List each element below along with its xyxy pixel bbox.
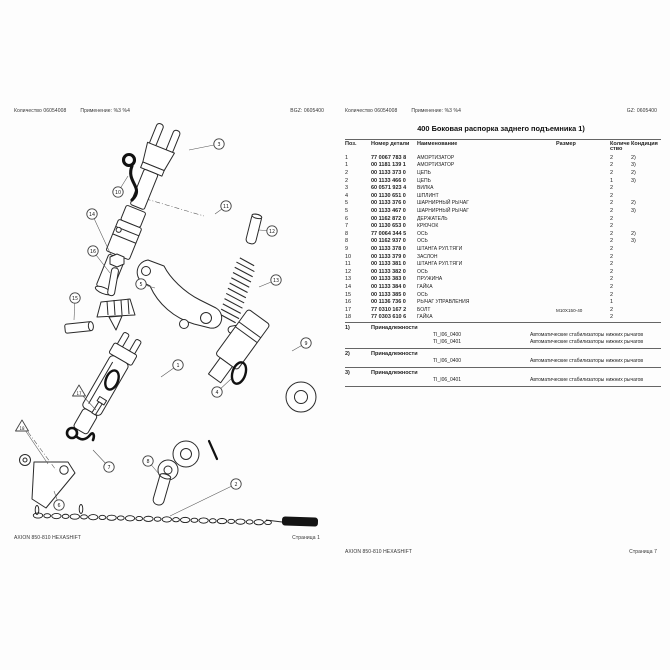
table-cell: M10X150-40 bbox=[556, 307, 583, 313]
callout-number: 1 bbox=[176, 363, 180, 369]
table-cell: 2 bbox=[610, 238, 614, 245]
table-cell: 2 bbox=[610, 268, 614, 275]
table-cell: 18 bbox=[345, 314, 352, 321]
note-group bbox=[345, 367, 661, 386]
table-cell: 2 bbox=[610, 207, 614, 214]
note-description: Автоматические стабилизаторы нижних рычагов bbox=[530, 376, 644, 383]
table-row bbox=[345, 193, 661, 201]
table-row bbox=[345, 269, 661, 277]
table-cell: 2 bbox=[610, 314, 614, 321]
table-cell: 2 bbox=[610, 162, 614, 169]
left-usage-label: Применение: %3 %4 bbox=[80, 108, 130, 114]
note-label: 3) bbox=[345, 369, 350, 376]
table-cell: 2 bbox=[610, 170, 614, 176]
table-cell: ШПЛИНТ bbox=[417, 192, 439, 199]
right-quantity-label: Количество 06054008 bbox=[345, 108, 398, 114]
chain-end-sleeve bbox=[282, 516, 318, 526]
table-cell: 00 1133 467 0 bbox=[371, 207, 406, 214]
table-cell: 9 bbox=[345, 245, 349, 252]
table-cell: 15 bbox=[345, 291, 352, 298]
note-group-header bbox=[345, 325, 661, 332]
table-cell: 3) bbox=[631, 238, 636, 245]
ring-nut bbox=[20, 455, 31, 466]
left-page-number: Страница 1 bbox=[292, 535, 320, 541]
table-cell: ШТАНГА РУЛ.ТЯГИ bbox=[417, 261, 463, 268]
table-cell: ЗАСЛОН bbox=[417, 253, 438, 260]
callout-number: 10 bbox=[114, 190, 122, 196]
table-cell: 2) bbox=[631, 170, 636, 176]
chain-link bbox=[181, 517, 190, 522]
chain-link bbox=[209, 519, 216, 523]
right-doc-ref: GZ: 0605400 bbox=[626, 108, 657, 114]
table-cell: 2) bbox=[631, 200, 636, 207]
table-cell: 2 bbox=[610, 200, 614, 207]
table-cell: 00 1130 653 0 bbox=[371, 223, 406, 230]
table-cell: 2 bbox=[610, 154, 614, 161]
table-row bbox=[345, 238, 661, 246]
col-qty: Количество bbox=[610, 140, 630, 152]
table-cell: ЦЕПЬ bbox=[417, 170, 431, 176]
table-cell: ОСЬ bbox=[417, 268, 428, 275]
chain-link bbox=[144, 516, 153, 521]
table-row bbox=[345, 208, 661, 216]
table-row bbox=[345, 162, 661, 170]
table-row bbox=[345, 216, 661, 224]
chain-link bbox=[99, 515, 106, 519]
right-page-number: Страница 7 bbox=[629, 549, 657, 555]
chain-link bbox=[162, 517, 171, 522]
chain-link bbox=[246, 520, 253, 524]
table-cell bbox=[631, 314, 661, 322]
chain-link bbox=[191, 518, 198, 522]
note-label: 1) bbox=[345, 324, 350, 331]
note-row bbox=[345, 377, 661, 384]
chain-link bbox=[199, 518, 208, 523]
table-cell: 2) bbox=[631, 230, 636, 237]
chain-link bbox=[107, 515, 116, 520]
table-cell: 00 1162 872 0 bbox=[371, 215, 406, 222]
note-group-header bbox=[345, 370, 661, 377]
pin-small-right bbox=[245, 213, 262, 245]
table-cell: 00 1162 937 0 bbox=[371, 238, 406, 245]
table-row bbox=[345, 284, 661, 292]
callout-number: 16 bbox=[89, 249, 97, 255]
table-cell: 2 bbox=[610, 192, 614, 199]
note-group bbox=[345, 322, 661, 348]
table-cell: ШАРНИРНЫЙ РЫЧАГ bbox=[417, 207, 469, 214]
parts-table bbox=[345, 139, 661, 322]
note-description: Автоматические стабилизаторы нижних рычагов bbox=[530, 357, 644, 364]
notes-section bbox=[345, 322, 661, 387]
table-cell: ОСЬ bbox=[417, 238, 428, 245]
callout-number: 15 bbox=[71, 296, 79, 302]
stabilizer-arm bbox=[68, 330, 199, 480]
callout-number: 11 bbox=[222, 204, 230, 210]
table-row bbox=[345, 178, 661, 186]
table-cell: 2 bbox=[610, 253, 614, 260]
table-cell: 11 bbox=[345, 261, 351, 268]
table-cell: 2 bbox=[610, 276, 614, 283]
table-cell: 1 bbox=[610, 299, 614, 306]
table-row bbox=[345, 299, 661, 307]
table-cell: КРЮЧОК bbox=[417, 223, 439, 230]
col-pos: Поз. bbox=[345, 140, 357, 147]
table-cell: ДЕРЖАТЕЛЬ bbox=[417, 215, 448, 222]
table-cell: ОСЬ bbox=[417, 291, 428, 298]
table-cell: 00 1181 139 1 bbox=[371, 162, 406, 169]
table-cell: 7 bbox=[345, 223, 349, 230]
table-cell: РЫЧАГ УПРАВЛЕНИЯ bbox=[417, 299, 470, 306]
table-cell: 1 bbox=[345, 154, 349, 161]
chain-link bbox=[70, 514, 79, 519]
table-cell: 1 bbox=[345, 162, 349, 169]
note-row bbox=[345, 358, 661, 365]
table-cell: АМОРТИЗАТОР bbox=[417, 162, 455, 169]
note-title: Принадлежности bbox=[371, 324, 418, 331]
callout-number: 8 bbox=[146, 459, 150, 465]
chain-link bbox=[89, 515, 98, 520]
chain bbox=[33, 505, 318, 527]
section-title: 400 Боковая распорка заднего подъемника 1) bbox=[417, 124, 585, 133]
table-cell: БОЛТ bbox=[417, 306, 431, 313]
note-code: TI_I06_0401 bbox=[433, 376, 462, 383]
table-cell: 3) bbox=[631, 177, 636, 184]
table-cell: 4 bbox=[345, 192, 349, 199]
callout-number: 12 bbox=[268, 229, 276, 235]
note-code: TI_I06_0401 bbox=[433, 338, 462, 345]
col-cond: Кондиция bbox=[631, 140, 658, 147]
table-cell: 2 bbox=[345, 177, 349, 184]
chain-link bbox=[265, 520, 272, 524]
table-cell: ВИЛКА bbox=[417, 185, 434, 192]
table-row bbox=[345, 307, 661, 315]
chain-link bbox=[173, 518, 180, 522]
chain-link bbox=[125, 516, 134, 521]
table-cell: ГАЙКА bbox=[417, 283, 433, 290]
note-title: Принадлежности bbox=[371, 350, 418, 357]
note-label: 2) bbox=[345, 350, 350, 357]
chain-link bbox=[62, 514, 69, 518]
damper bbox=[204, 309, 316, 412]
table-cell: 8 bbox=[345, 238, 349, 245]
table-row bbox=[345, 200, 661, 208]
table-row bbox=[345, 155, 661, 163]
callout-number: 13 bbox=[272, 278, 280, 284]
col-part-no: Номер детали bbox=[371, 140, 410, 147]
table-cell bbox=[556, 314, 610, 322]
table-cell: 3) bbox=[631, 207, 636, 214]
note-row bbox=[345, 332, 661, 339]
callout-number: 4 bbox=[215, 390, 219, 396]
table-cell: 2 bbox=[610, 283, 614, 290]
table-cell: 77 0303 610 6 bbox=[371, 314, 407, 321]
axle-pin-bottom bbox=[152, 472, 171, 506]
chain-link bbox=[254, 520, 263, 525]
chain-link bbox=[52, 513, 61, 518]
turnbuckle-assembly bbox=[89, 122, 183, 299]
table-row bbox=[345, 314, 661, 322]
table-cell: ШАРНИРНЫЙ РЫЧАГ bbox=[417, 200, 469, 207]
table-row bbox=[345, 254, 661, 262]
table-cell: 00 1133 378 0 bbox=[371, 245, 406, 252]
table-cell: 2 bbox=[610, 215, 614, 222]
chain-link bbox=[228, 519, 235, 523]
table-cell: ПРУЖИНА bbox=[417, 276, 443, 283]
table-cell: ОСЬ bbox=[417, 230, 428, 237]
table-cell: 00 1133 383 0 bbox=[371, 276, 406, 283]
triangle-number: 17 bbox=[76, 391, 82, 396]
callout-number: 5 bbox=[139, 282, 143, 288]
table-cell: АМОРТИЗАТОР bbox=[417, 154, 455, 161]
left-page-header bbox=[14, 108, 324, 114]
table-cell: 5 bbox=[345, 207, 349, 214]
table-cell: 2 bbox=[610, 230, 614, 237]
table-cell: 14 bbox=[345, 283, 352, 290]
chain-link bbox=[44, 514, 51, 518]
chain-link bbox=[117, 516, 124, 520]
nut-small bbox=[110, 254, 124, 267]
table-cell: 00 1133 385 0 bbox=[371, 291, 406, 298]
note-group bbox=[345, 348, 661, 367]
table-cell: 2 bbox=[345, 170, 349, 176]
callout-leader-line bbox=[170, 484, 236, 516]
callout-number: 2 bbox=[234, 482, 238, 488]
right-page-header bbox=[345, 108, 657, 114]
right-page-footer bbox=[345, 549, 657, 555]
cotter-pin bbox=[209, 441, 217, 459]
note-row bbox=[345, 339, 661, 346]
table-row bbox=[345, 231, 661, 239]
note-code: TI_I06_0400 bbox=[433, 331, 462, 338]
note-description: Автоматические стабилизаторы нижних рычагов bbox=[530, 331, 644, 338]
callout-number: 7 bbox=[107, 465, 111, 471]
table-cell: 6 bbox=[345, 215, 349, 222]
table-cell: 2 bbox=[610, 306, 614, 313]
table-cell: 2 bbox=[610, 223, 614, 230]
table-cell: 00 1133 373 0 bbox=[371, 170, 406, 176]
table-cell: 00 1130 651 0 bbox=[371, 192, 406, 199]
table-row bbox=[345, 292, 661, 300]
note-code: TI_I06_0400 bbox=[433, 357, 462, 364]
chain-link bbox=[154, 517, 161, 521]
table-cell: 00 1133 376 0 bbox=[371, 200, 406, 207]
table-cell: ГАЙКА bbox=[417, 314, 433, 321]
table-cell: 2 bbox=[610, 291, 614, 298]
left-page-footer bbox=[14, 535, 320, 541]
table-cell: 2 bbox=[610, 185, 614, 192]
table-cell: 17 bbox=[345, 306, 352, 313]
pin-left bbox=[65, 321, 94, 333]
chain-link bbox=[236, 519, 245, 524]
callout-number: 9 bbox=[304, 341, 308, 347]
left-quantity-label: Количество 06054008 bbox=[14, 108, 67, 114]
callout-number: 6 bbox=[57, 503, 61, 509]
table-cell: 77 0064 344 5 bbox=[371, 230, 407, 237]
table-cell: 10 bbox=[345, 253, 352, 260]
table-cell: 1 bbox=[610, 177, 614, 184]
parts-table-body bbox=[345, 155, 661, 322]
table-cell: 3) bbox=[631, 162, 636, 169]
table-cell: 00 1133 466 0 bbox=[371, 177, 406, 184]
table-cell: 13 bbox=[345, 276, 352, 283]
chain-link bbox=[136, 516, 143, 520]
exploded-parts-diagram bbox=[8, 118, 335, 548]
table-cell: 00 1133 379 0 bbox=[371, 253, 406, 260]
note-group-header bbox=[345, 351, 661, 358]
table-cell: ЦЕПЬ bbox=[417, 177, 431, 184]
table-cell: 8 bbox=[345, 230, 349, 237]
table-cell: 00 1133 382 0 bbox=[371, 268, 406, 275]
table-cell: 12 bbox=[345, 268, 352, 275]
table-cell: 60 0571 923 4 bbox=[371, 185, 407, 192]
table-cell: 00 1133 381 0 bbox=[371, 261, 406, 268]
table-cell: 77 0310 167 2 bbox=[371, 306, 407, 313]
table-row bbox=[345, 170, 661, 178]
col-name: Наименование bbox=[417, 140, 458, 147]
table-cell: 16 bbox=[345, 299, 352, 306]
right-model-label: AXION 850-810 HEXASHIFT bbox=[345, 549, 413, 555]
table-cell: 00 1133 384 0 bbox=[371, 283, 406, 290]
table-cell: 2 bbox=[610, 245, 614, 252]
chain-link bbox=[81, 515, 88, 519]
col-size: Размер bbox=[556, 140, 576, 147]
table-cell: ШТАНГА РУЛ.ТЯГИ bbox=[417, 245, 463, 252]
callout-number: 3 bbox=[217, 142, 221, 148]
left-model-label: AXION 850-810 HEXASHIFT bbox=[14, 535, 82, 541]
table-row bbox=[345, 223, 661, 231]
hinged-lever-bracket bbox=[137, 260, 221, 329]
holder-plate bbox=[32, 462, 75, 508]
table-cell: 2 bbox=[610, 261, 614, 268]
table-cell: 2) bbox=[631, 154, 636, 161]
table-cell: 3 bbox=[345, 185, 349, 192]
chain-link bbox=[217, 519, 226, 524]
table-row bbox=[345, 276, 661, 284]
parts-table-header bbox=[345, 139, 661, 152]
note-title: Принадлежности bbox=[371, 369, 418, 376]
note-description: Автоматические стабилизаторы нижних рычагов bbox=[530, 338, 644, 345]
triangle-number: 18 bbox=[19, 426, 25, 431]
left-doc-ref: BGZ: 0605400 bbox=[290, 108, 324, 114]
table-cell: 77 0067 783 8 bbox=[371, 154, 407, 161]
right-usage-label: Применение: %3 %4 bbox=[411, 108, 461, 114]
table-row bbox=[345, 261, 661, 269]
table-cell: 00 1136 736 0 bbox=[371, 299, 406, 306]
table-row bbox=[345, 185, 661, 193]
table-row bbox=[345, 246, 661, 254]
table-cell: 5 bbox=[345, 200, 349, 207]
callout-number: 14 bbox=[88, 212, 96, 218]
